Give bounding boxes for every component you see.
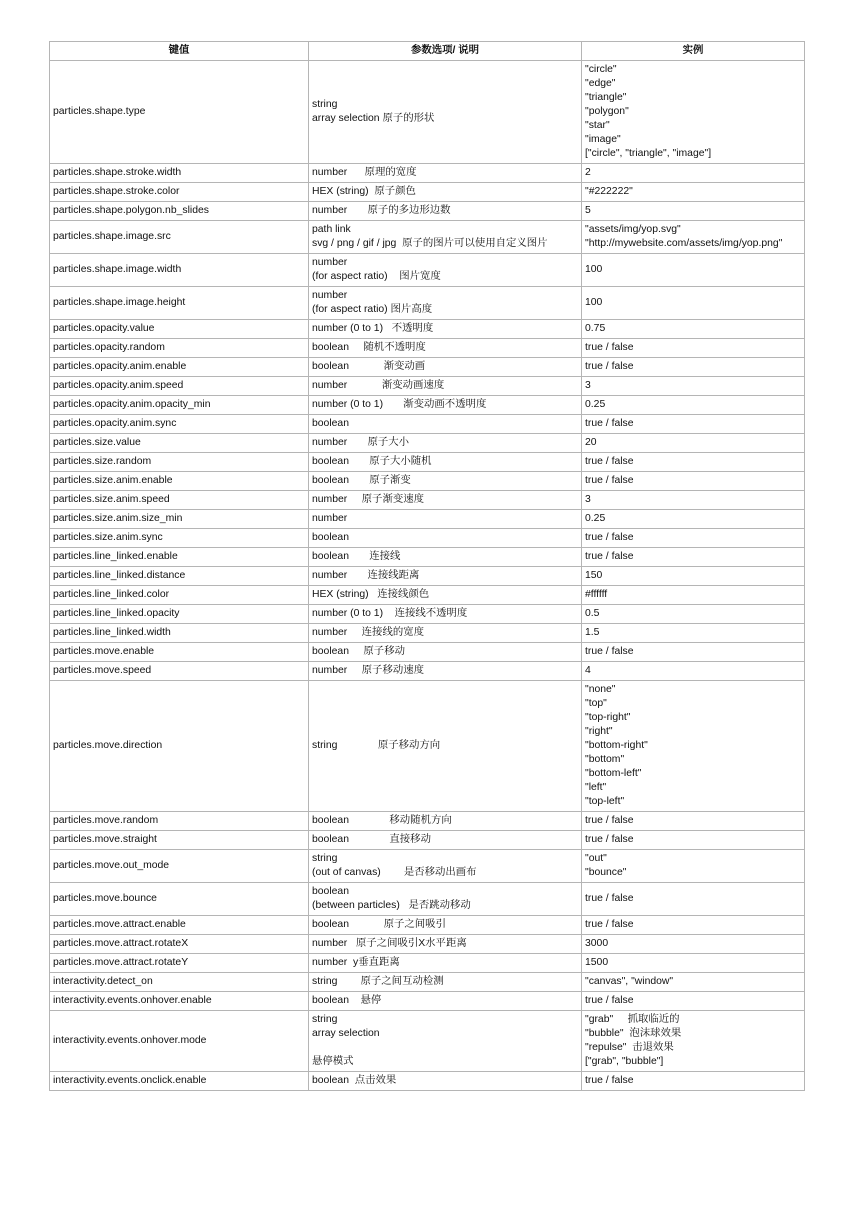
cell-description: HEX (string) 原子颜色 (309, 183, 582, 202)
cell-description: path link svg / png / gif / jpg 原子的图片可以使用自定义图片 (309, 221, 582, 254)
cell-key: particles.shape.stroke.color (50, 183, 309, 202)
cell-key: particles.size.value (50, 434, 309, 453)
cell-description: number (0 to 1) 渐变动画不透明度 (309, 396, 582, 415)
cell-example: 0.25 (582, 510, 805, 529)
table-row (50, 831, 805, 850)
table-row (50, 491, 805, 510)
cell-example: true / false (582, 1072, 805, 1091)
cell-key: particles.move.enable (50, 643, 309, 662)
cell-example: true / false (582, 529, 805, 548)
cell-key: particles.move.random (50, 812, 309, 831)
cell-key: particles.line_linked.color (50, 586, 309, 605)
cell-key: interactivity.detect_on (50, 973, 309, 992)
table-header (50, 42, 805, 61)
table-row (50, 1011, 805, 1072)
cell-key: particles.move.attract.rotateY (50, 954, 309, 973)
cell-key: interactivity.events.onhover.mode (50, 1011, 309, 1072)
cell-key: particles.line_linked.enable (50, 548, 309, 567)
cell-key: particles.move.straight (50, 831, 309, 850)
table-row (50, 992, 805, 1011)
cell-key: particles.opacity.anim.opacity_min (50, 396, 309, 415)
cell-example: true / false (582, 992, 805, 1011)
parameter-table (49, 41, 805, 1091)
cell-key: particles.opacity.anim.enable (50, 358, 309, 377)
table-row (50, 287, 805, 320)
cell-key: particles.move.out_mode (50, 850, 309, 883)
cell-example: #ffffff (582, 586, 805, 605)
cell-example: "assets/img/yop.svg" "http://mywebsite.com/assets/img/yop.png" (582, 221, 805, 254)
table-row (50, 472, 805, 491)
cell-example: 3 (582, 377, 805, 396)
cell-key: particles.opacity.anim.sync (50, 415, 309, 434)
table-row (50, 954, 805, 973)
cell-description: string array selection 悬停模式 (309, 1011, 582, 1072)
cell-example: "#222222" (582, 183, 805, 202)
cell-description: boolean 悬停 (309, 992, 582, 1011)
cell-description: string 原子之间互动检测 (309, 973, 582, 992)
cell-key: particles.move.attract.enable (50, 916, 309, 935)
cell-example: true / false (582, 472, 805, 491)
table-row (50, 510, 805, 529)
cell-description: number 原子移动速度 (309, 662, 582, 681)
cell-key: particles.line_linked.width (50, 624, 309, 643)
table-row (50, 812, 805, 831)
cell-example: 2 (582, 164, 805, 183)
table-row (50, 221, 805, 254)
table-row (50, 586, 805, 605)
cell-example: 100 (582, 287, 805, 320)
cell-description: number 原子的多边形边数 (309, 202, 582, 221)
cell-key: particles.shape.stroke.width (50, 164, 309, 183)
cell-description: number (0 to 1) 连接线不透明度 (309, 605, 582, 624)
table-row (50, 681, 805, 812)
cell-description: boolean 原子之间吸引 (309, 916, 582, 935)
table-row (50, 434, 805, 453)
table-row (50, 548, 805, 567)
table-row (50, 202, 805, 221)
cell-example: 150 (582, 567, 805, 586)
cell-example: 0.25 (582, 396, 805, 415)
cell-description: HEX (string) 连接线颜色 (309, 586, 582, 605)
cell-key: particles.move.speed (50, 662, 309, 681)
cell-example: "grab" 抓取临近的 "bubble" 泡沫球效果 "repulse" 击退效果 ["grab", "bubble"] (582, 1011, 805, 1072)
cell-example: true / false (582, 339, 805, 358)
cell-description: number (for aspect ratio) 图片宽度 (309, 254, 582, 287)
table-row (50, 973, 805, 992)
table-row (50, 662, 805, 681)
cell-example: true / false (582, 812, 805, 831)
cell-key: particles.size.anim.speed (50, 491, 309, 510)
cell-description: boolean 渐变动画 (309, 358, 582, 377)
cell-example: 0.5 (582, 605, 805, 624)
cell-description: boolean 连接线 (309, 548, 582, 567)
table-row (50, 935, 805, 954)
table-row (50, 164, 805, 183)
table-row (50, 453, 805, 472)
cell-description: boolean 原子大小随机 (309, 453, 582, 472)
cell-description: string array selection 原子的形状 (309, 61, 582, 164)
cell-key: particles.shape.type (50, 61, 309, 164)
table-row (50, 415, 805, 434)
table-row (50, 643, 805, 662)
cell-key: particles.size.anim.enable (50, 472, 309, 491)
table-row (50, 850, 805, 883)
cell-description: number (for aspect ratio) 图片高度 (309, 287, 582, 320)
header-description: 参数选项/ 说明 (309, 42, 582, 61)
cell-example: 1.5 (582, 624, 805, 643)
cell-key: particles.shape.image.height (50, 287, 309, 320)
table-row (50, 61, 805, 164)
cell-description: number 连接线距离 (309, 567, 582, 586)
cell-example: 3000 (582, 935, 805, 954)
cell-example: true / false (582, 548, 805, 567)
cell-example: "none" "top" "top-right" "right" "bottom-right" "bottom" "bottom-left" "left" "top-left" (582, 681, 805, 812)
cell-example: true / false (582, 415, 805, 434)
cell-description: number (309, 510, 582, 529)
cell-description: boolean 直接移动 (309, 831, 582, 850)
cell-example: true / false (582, 358, 805, 377)
cell-description: number 原子渐变速度 (309, 491, 582, 510)
table-row (50, 396, 805, 415)
cell-key: particles.opacity.value (50, 320, 309, 339)
cell-description: boolean (309, 529, 582, 548)
cell-key: particles.shape.image.width (50, 254, 309, 287)
table-row (50, 624, 805, 643)
cell-description: number 连接线的宽度 (309, 624, 582, 643)
table-row (50, 567, 805, 586)
cell-description: boolean (between particles) 是否跳动移动 (309, 883, 582, 916)
table-row (50, 339, 805, 358)
cell-example: 20 (582, 434, 805, 453)
cell-description: string (out of canvas) 是否移动出画布 (309, 850, 582, 883)
cell-example: 3 (582, 491, 805, 510)
table-row (50, 529, 805, 548)
cell-description: number 渐变动画速度 (309, 377, 582, 396)
cell-description: boolean 移动随机方向 (309, 812, 582, 831)
cell-key: interactivity.events.onhover.enable (50, 992, 309, 1011)
cell-key: particles.opacity.anim.speed (50, 377, 309, 396)
cell-description: number 原理的宽度 (309, 164, 582, 183)
header-row (50, 42, 805, 61)
cell-key: particles.size.random (50, 453, 309, 472)
cell-example: true / false (582, 453, 805, 472)
cell-example: true / false (582, 643, 805, 662)
header-key: 键值 (50, 42, 309, 61)
cell-description: number 原子大小 (309, 434, 582, 453)
cell-key: particles.shape.polygon.nb_slides (50, 202, 309, 221)
table-row (50, 320, 805, 339)
cell-description: boolean 点击效果 (309, 1072, 582, 1091)
cell-example: true / false (582, 916, 805, 935)
cell-key: particles.opacity.random (50, 339, 309, 358)
cell-example: 1500 (582, 954, 805, 973)
table-row (50, 1072, 805, 1091)
table-row (50, 883, 805, 916)
table-row (50, 605, 805, 624)
cell-example: 0.75 (582, 320, 805, 339)
cell-key: particles.line_linked.opacity (50, 605, 309, 624)
cell-description: number 原子之间吸引X水平距离 (309, 935, 582, 954)
cell-key: particles.move.bounce (50, 883, 309, 916)
table-row (50, 377, 805, 396)
cell-description: number y垂直距离 (309, 954, 582, 973)
cell-description: boolean 原子渐变 (309, 472, 582, 491)
cell-key: particles.move.attract.rotateX (50, 935, 309, 954)
cell-description: boolean 原子移动 (309, 643, 582, 662)
cell-description: number (0 to 1) 不透明度 (309, 320, 582, 339)
cell-key: particles.size.anim.sync (50, 529, 309, 548)
table-row (50, 916, 805, 935)
cell-example: "circle" "edge" "triangle" "polygon" "star" "image" ["circle", "triangle", "image"] (582, 61, 805, 164)
cell-description: boolean 随机不透明度 (309, 339, 582, 358)
cell-example: true / false (582, 831, 805, 850)
cell-example: "out" "bounce" (582, 850, 805, 883)
cell-example: 4 (582, 662, 805, 681)
cell-key: particles.move.direction (50, 681, 309, 812)
cell-description: string 原子移动方向 (309, 681, 582, 812)
cell-key: interactivity.events.onclick.enable (50, 1072, 309, 1091)
table-body (50, 61, 805, 1091)
cell-example: true / false (582, 883, 805, 916)
cell-example: 100 (582, 254, 805, 287)
cell-description: boolean (309, 415, 582, 434)
cell-key: particles.shape.image.src (50, 221, 309, 254)
table-row (50, 358, 805, 377)
table-row (50, 183, 805, 202)
header-example: 实例 (582, 42, 805, 61)
cell-key: particles.line_linked.distance (50, 567, 309, 586)
table-row (50, 254, 805, 287)
cell-example: 5 (582, 202, 805, 221)
cell-key: particles.size.anim.size_min (50, 510, 309, 529)
cell-example: "canvas", "window" (582, 973, 805, 992)
